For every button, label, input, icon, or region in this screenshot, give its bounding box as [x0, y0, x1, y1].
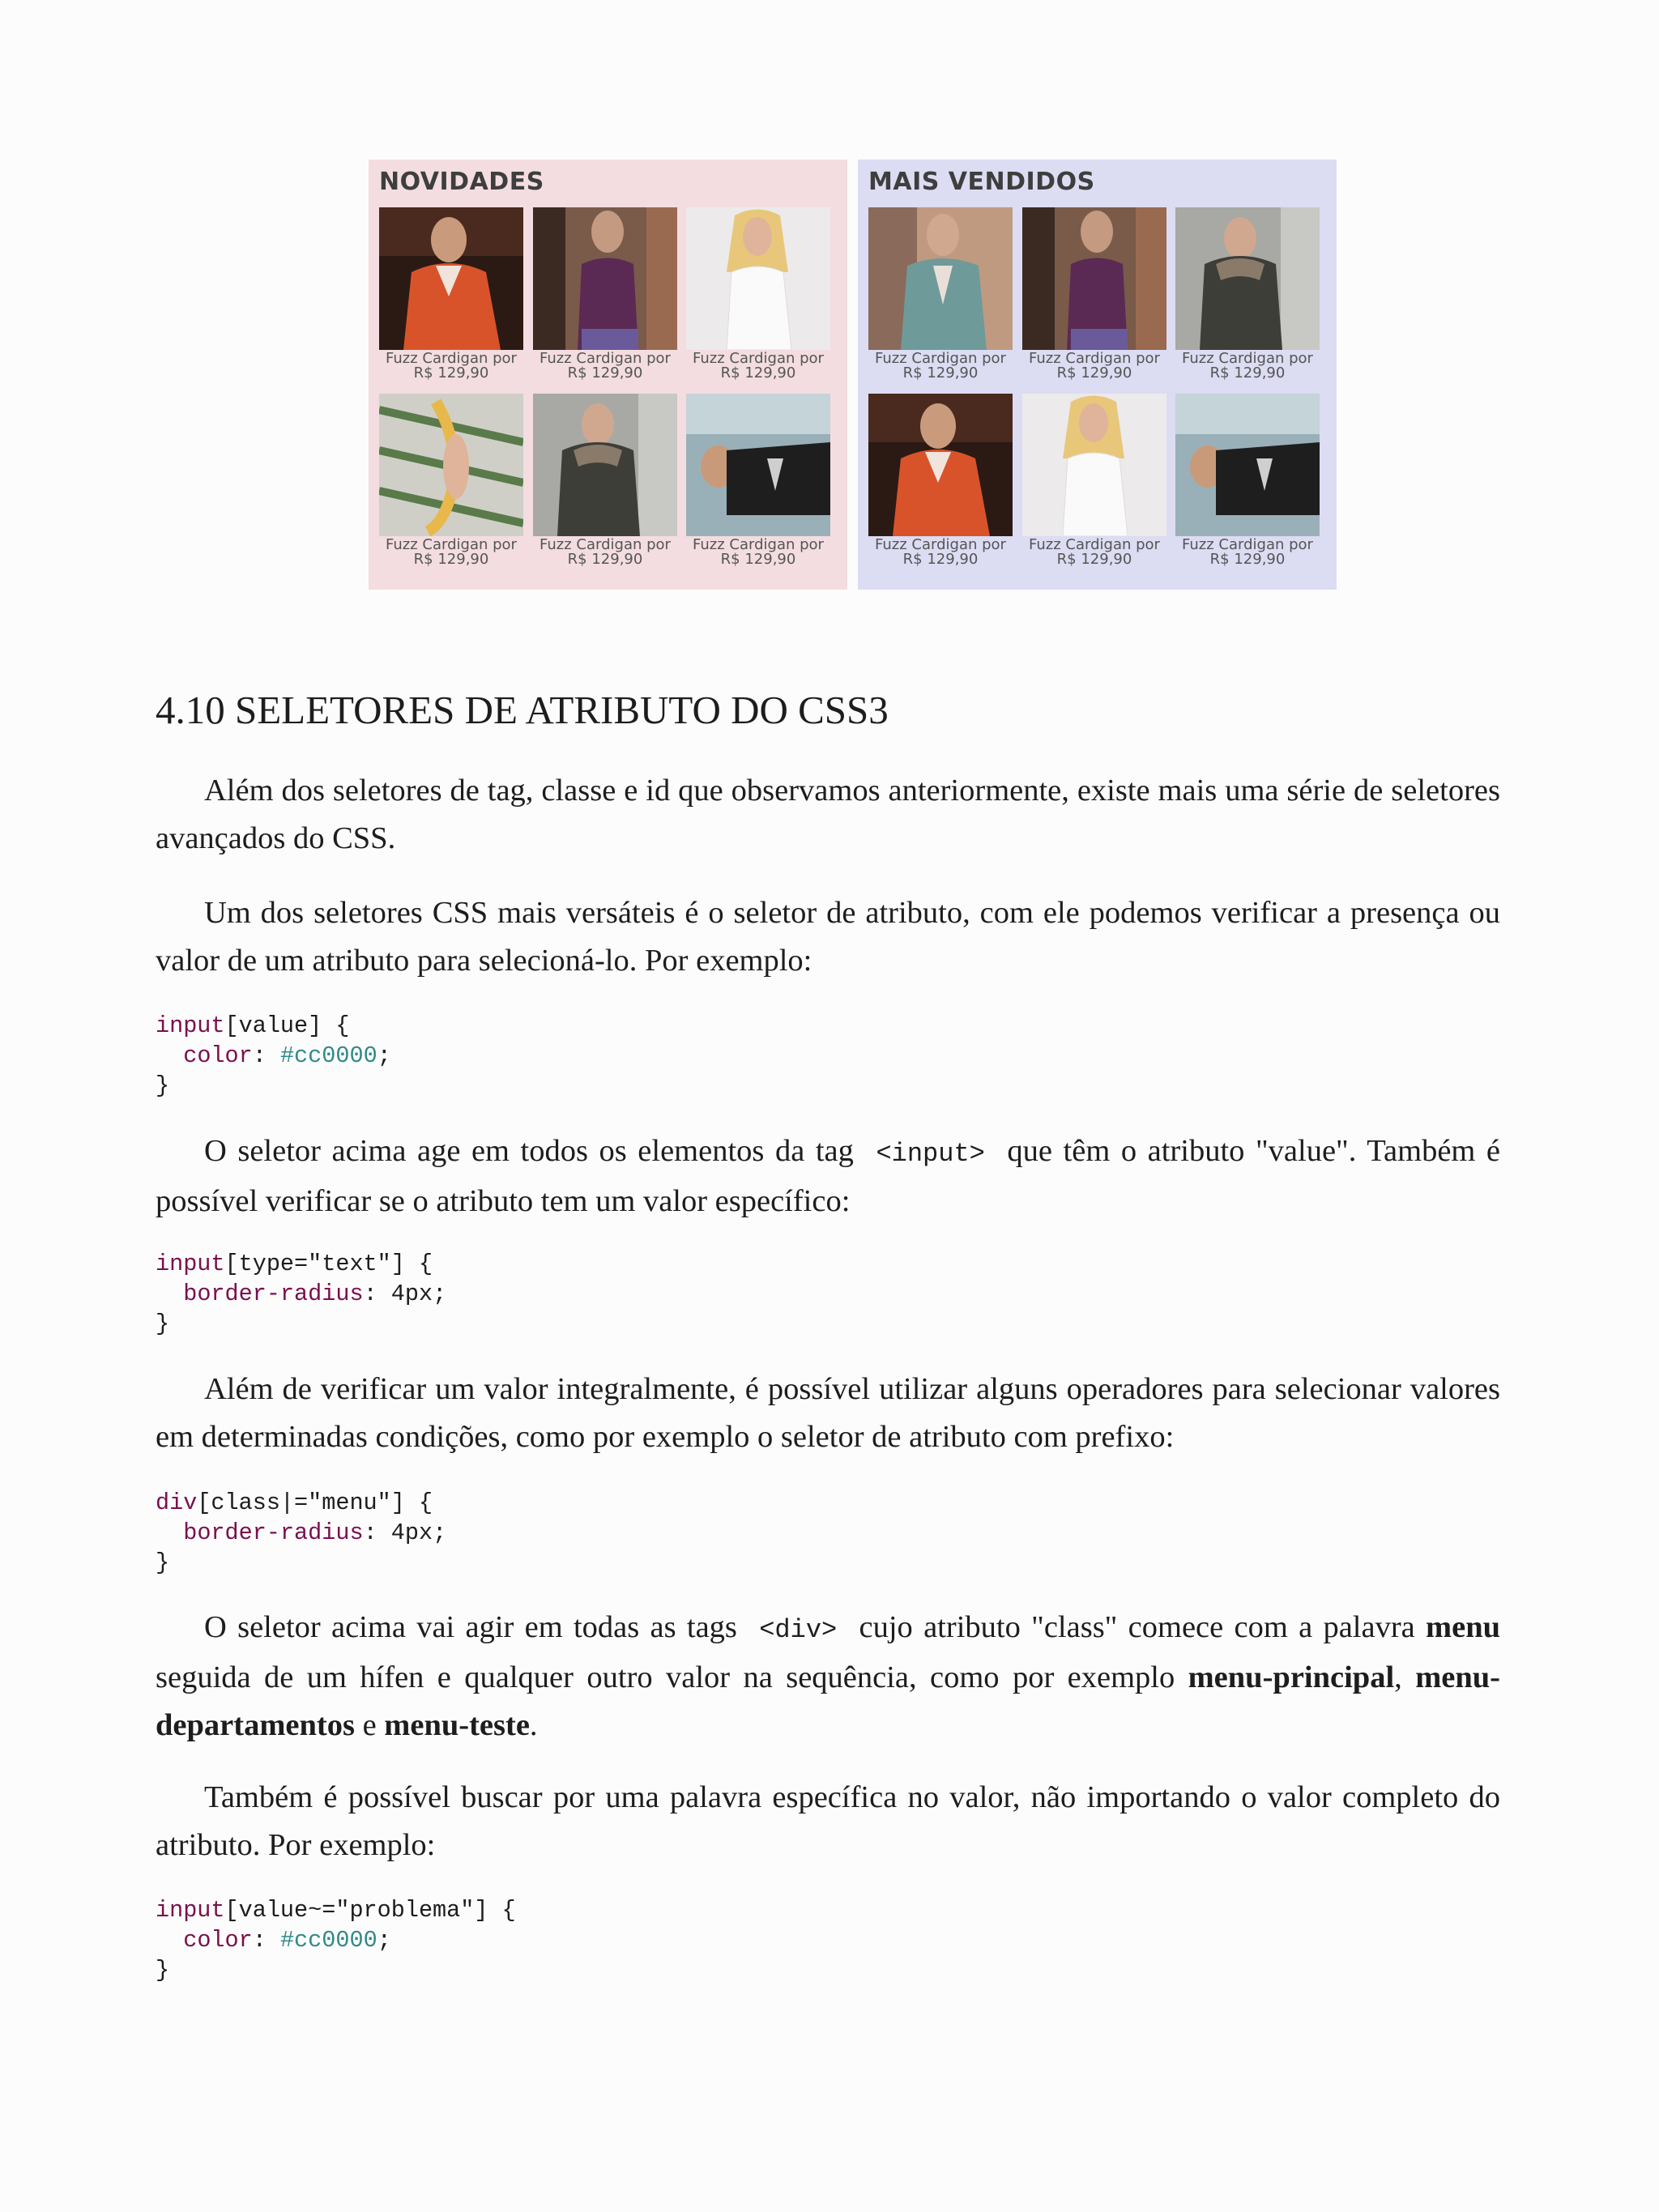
product-name: Fuzz Cardigan por	[1029, 350, 1160, 367]
product-caption	[374, 538, 528, 567]
product-card[interactable]	[686, 207, 830, 390]
code-block-input-type: input[type="text"] { border-radius: 4px; }	[156, 1251, 447, 1337]
woman-grey-jacket-photo	[533, 394, 677, 536]
product-card[interactable]	[1175, 394, 1320, 577]
woman-black-top-photo	[686, 394, 830, 536]
product-price: R$ 129,90	[567, 551, 643, 568]
product-price: R$ 129,90	[902, 551, 979, 568]
product-name: Fuzz Cardigan por	[1182, 536, 1313, 553]
product-caption	[681, 352, 835, 381]
code-block-input-problema: input[value~="problema"] { color: #cc0000; }	[156, 1897, 516, 1984]
paragraph-operators: Além de verificar um valor integralmente, é possível utilizar alguns operadores para selecionar valores em determinadas condições, como por exemplo o seletor de atributo com prefixo:	[156, 1372, 1500, 1454]
panel-title: MAIS VENDIDOS	[868, 168, 1095, 196]
product-card[interactable]	[868, 207, 1013, 390]
code-selector: input	[156, 1897, 225, 1924]
code-block-input-value: input[value] { color: #cc0000; }	[156, 1012, 391, 1099]
product-card[interactable]	[1175, 207, 1320, 390]
woman-black-top-photo	[1175, 394, 1320, 536]
code-selector: div	[156, 1490, 198, 1516]
product-card[interactable]	[686, 394, 830, 577]
text: que têm o atributo "value". Também é possível verificar se o atributo tem um valor específico:	[156, 1134, 1501, 1218]
product-card[interactable]	[379, 207, 523, 390]
product-card[interactable]	[533, 207, 677, 390]
product-name: Fuzz Cardigan por	[693, 350, 824, 367]
inline-code: <input>	[876, 1139, 985, 1169]
product-price: R$ 129,90	[1209, 364, 1286, 381]
product-card[interactable]	[1022, 394, 1166, 577]
product-name: Fuzz Cardigan por	[539, 350, 671, 367]
product-name: Fuzz Cardigan por	[875, 536, 1006, 553]
paragraph-intro: Além dos seletores de tag, classe e id que observamos anteriormente, existe mais uma série de seletores avançados do CSS.	[156, 774, 1500, 855]
product-caption	[681, 538, 835, 567]
code-close: }	[156, 1549, 170, 1576]
product-price: R$ 129,90	[413, 551, 489, 568]
panel-title: NOVIDADES	[379, 168, 544, 196]
code-selector: input	[156, 1012, 225, 1039]
code-selector: input	[156, 1251, 225, 1277]
code-attribute: [type="text"] {	[224, 1251, 433, 1277]
product-caption	[864, 538, 1017, 567]
code-property: border-radius	[183, 1281, 364, 1307]
product-name: Fuzz Cardigan por	[875, 350, 1006, 367]
product-name: Fuzz Cardigan por	[539, 536, 671, 553]
bold-term: menu-teste	[384, 1708, 530, 1742]
product-caption	[1017, 538, 1171, 567]
product-price: R$ 129,90	[1056, 551, 1132, 568]
text: O seletor acima vai agir em todas as tags	[204, 1610, 737, 1644]
woman-grey-jacket-photo	[1175, 207, 1320, 350]
code-attribute: [value~="problema"] {	[224, 1897, 516, 1924]
code-value: #cc0000	[279, 1042, 377, 1069]
product-price: R$ 129,90	[1209, 551, 1286, 568]
product-caption	[1171, 352, 1324, 381]
product-card[interactable]	[1022, 207, 1166, 390]
novidades-panel	[369, 160, 847, 590]
product-price: R$ 129,90	[720, 551, 796, 568]
product-showcase-figure	[369, 160, 1337, 590]
bold-term: menu-principal	[1188, 1660, 1395, 1694]
product-caption	[374, 352, 528, 381]
text: ,	[1394, 1660, 1402, 1694]
text: e	[362, 1708, 377, 1742]
code-value: 4px	[390, 1519, 433, 1546]
product-price: R$ 129,90	[1056, 364, 1132, 381]
product-card[interactable]	[533, 394, 677, 577]
code-close: }	[156, 1957, 170, 1984]
product-card[interactable]	[868, 394, 1013, 577]
woman-white-top-photo	[686, 207, 830, 350]
bold-term: menu-departamentos	[156, 1660, 1500, 1742]
product-name: Fuzz Cardigan por	[1029, 536, 1160, 553]
paragraph-word-search: Também é possível buscar por uma palavra específica no valor, não importando o valor completo do atributo. Por exemplo:	[156, 1780, 1500, 1862]
product-caption	[1171, 538, 1324, 567]
code-close: }	[156, 1072, 170, 1099]
paragraph-attribute-selector: Um dos seletores CSS mais versáteis é o seletor de atributo, com ele podemos verificar a presença ou valor de um atributo para selecioná-lo. Por exemplo:	[156, 896, 1500, 978]
code-property: border-radius	[183, 1519, 364, 1546]
code-block-div-class: div[class|="menu"] { border-radius: 4px; }	[156, 1490, 447, 1576]
product-price: R$ 129,90	[902, 364, 979, 381]
yellow-sandal-photo	[379, 394, 523, 536]
text: O seletor acima age em todos os elementos da tag	[204, 1134, 854, 1168]
woman-orange-top-photo	[379, 207, 523, 350]
code-property: color	[183, 1927, 253, 1954]
product-caption	[528, 352, 682, 381]
text: cujo atributo "class" comece com a palavra	[859, 1610, 1415, 1644]
code-property: color	[183, 1042, 253, 1069]
code-close: }	[156, 1311, 170, 1337]
product-caption	[1017, 352, 1171, 381]
paragraph-div-explanation	[156, 1604, 1500, 1750]
code-value: #cc0000	[279, 1927, 377, 1954]
product-name: Fuzz Cardigan por	[386, 350, 517, 367]
text: .	[529, 1708, 538, 1742]
inline-code: <div>	[759, 1615, 838, 1645]
mais-vendidos-panel	[858, 160, 1337, 590]
code-value: 4px	[390, 1281, 433, 1307]
product-price: R$ 129,90	[413, 364, 489, 381]
woman-white-top-photo	[1022, 394, 1166, 536]
woman-purple-top-photo	[533, 207, 677, 350]
code-attribute: [class|="menu"] {	[197, 1490, 433, 1516]
product-name: Fuzz Cardigan por	[386, 536, 517, 553]
code-attribute: [value] {	[224, 1012, 350, 1039]
paragraph-input-explanation	[156, 1127, 1500, 1225]
product-caption	[528, 538, 682, 567]
product-price: R$ 129,90	[720, 364, 796, 381]
product-card[interactable]	[379, 394, 523, 577]
woman-purple-top-photo	[1022, 207, 1166, 350]
product-name: Fuzz Cardigan por	[693, 536, 824, 553]
product-price: R$ 129,90	[567, 364, 643, 381]
section-heading: 4.10 SELETORES DE ATRIBUTO DO CSS3	[156, 688, 889, 732]
text: seguida de um hífen e qualquer outro valor na sequência, como por exemplo	[156, 1660, 1175, 1694]
product-caption	[864, 352, 1017, 381]
woman-teal-blazer-photo	[868, 207, 1013, 350]
woman-orange-top-photo	[868, 394, 1013, 536]
product-name: Fuzz Cardigan por	[1182, 350, 1313, 367]
bold-term: menu	[1426, 1610, 1501, 1644]
